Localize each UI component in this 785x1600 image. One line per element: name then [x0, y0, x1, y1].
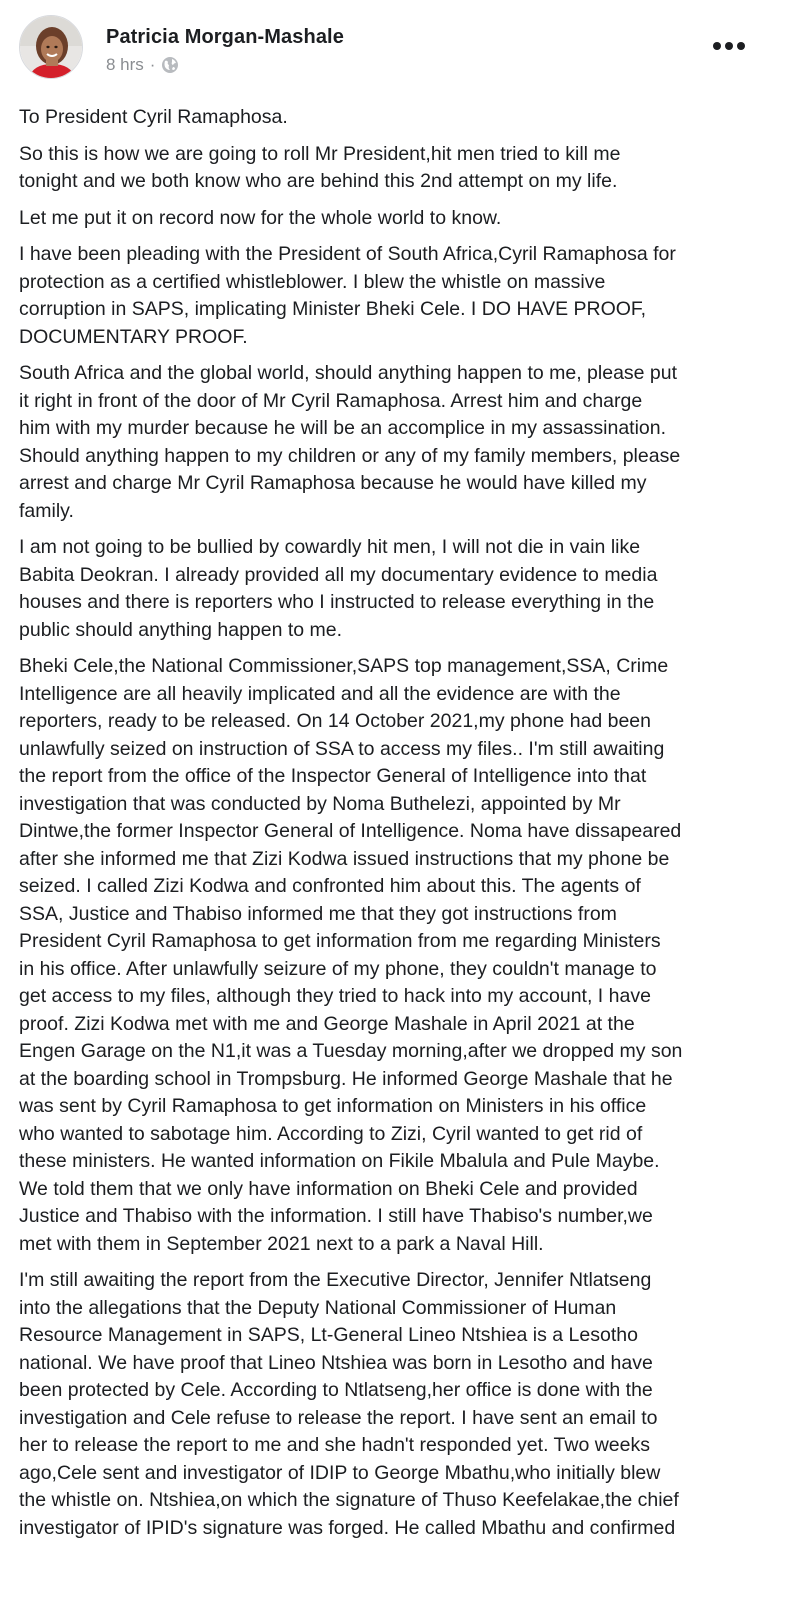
- post-text-line: the whistle on. Ntshiea,on which the signature of Thuso Keefelakae,the chief: [19, 1489, 679, 1511]
- post-text-line: Resource Management in SAPS, Lt-General Lineo Ntshiea is a Lesotho: [19, 1324, 638, 1346]
- post-text-line: at the boarding school in Trompsburg. He informed George Mashale that he: [19, 1067, 673, 1090]
- post-text-line: met with them in September 2021 next to a park a Naval Hill.: [19, 1232, 544, 1255]
- post-text-line: tonight and we both know who are behind this 2nd attempt on my life.: [19, 170, 618, 192]
- post-text-line: family.: [19, 499, 74, 522]
- post-text-line: after she informed me that Zizi Kodwa issued instructions that my phone be: [19, 847, 670, 870]
- post-text-line: national. We have proof that Lineo Ntshiea was born in Lesotho and have: [19, 1351, 653, 1374]
- post-text-line: Justice and Thabiso with the information. I still have Thabiso's number,we: [19, 1205, 653, 1227]
- avatar[interactable]: [19, 15, 83, 79]
- post-text-line: Engen Garage on the N1,it was a Tuesday morning,after we dropped my son: [19, 1040, 683, 1062]
- post-text-line: DOCUMENTARY PROOF.: [19, 325, 248, 348]
- author-name[interactable]: Patricia Morgan-Mashale: [106, 26, 344, 48]
- post-text-line: corruption in SAPS, implicating Minister Bheki Cele. I DO HAVE PROOF,: [19, 298, 647, 320]
- post-text-line: I am not going to be bullied by cowardly hit men, I will not die in vain like: [19, 536, 641, 558]
- post-text-line: President Cyril Ramaphosa to get information from me regarding Ministers: [19, 930, 661, 952]
- post-text-line: it right in front of the door of Mr Cyril Ramaphosa. Arrest him and charge: [19, 389, 643, 412]
- post-text-line: houses and there is reporters who I instructed to release everything in the: [19, 591, 655, 613]
- post-text-line: proof. Zizi Kodwa met with me and George Mashale in April 2021 at the: [19, 1012, 635, 1035]
- post-text-line: who wanted to sabotage him. According to Zizi, Cyril wanted to get rid of: [19, 1122, 643, 1145]
- post-header: [0, 0, 785, 100]
- post-time[interactable]: 8 hrs: [106, 55, 144, 74]
- post-text-line: into the allegations that the Deputy National Commissioner of Human: [19, 1296, 617, 1319]
- more-horizontal-icon: [713, 42, 721, 50]
- post-paragraph: [19, 653, 774, 1258]
- avatar-photo-icon: [20, 16, 83, 79]
- post-text-line: South Africa and the global world, should anything happen to me, please put: [19, 362, 678, 384]
- post-text-line: reporters, ready to be released. On 14 October 2021,my phone had been: [19, 710, 651, 732]
- globe-icon[interactable]: [161, 56, 179, 74]
- post-text-line: I have been pleading with the President of South Africa,Cyril Ramaphosa for: [19, 243, 676, 265]
- post-text-line: To President Cyril Ramaphosa.: [19, 106, 288, 128]
- post-paragraph: [19, 360, 774, 525]
- post-text-line: seized. I called Zizi Kodwa and confronted him about this. The agents of: [19, 875, 641, 897]
- post-text-line: investigator of IPID's signature was forged. He called Mbathu and confirmed: [19, 1516, 676, 1539]
- post-text-line: protection as a certified whistleblower. I blew the whistle on massive: [19, 270, 606, 293]
- post-paragraph: [19, 1267, 774, 1542]
- post-text-line: Intelligence are all heavily implicated and all the evidence are with the: [19, 682, 621, 705]
- post-text-line: these ministers. He wanted information on Fikile Mbalula and Pule Maybe.: [19, 1150, 660, 1172]
- post-paragraph: [19, 104, 774, 132]
- post-paragraph: [19, 205, 774, 233]
- post-text-line: Bheki Cele,the National Commissioner,SAPS top management,SSA, Crime: [19, 655, 669, 677]
- post-text-line: Let me put it on record now for the whole world to know.: [19, 206, 502, 229]
- post-text-line: get access to my files, although they tried to hack into my account, I have: [19, 985, 651, 1007]
- post-text-line: public should anything happen to me.: [19, 618, 343, 641]
- post-text-line: unlawfully seized on instruction of SSA to access my files.. I'm still awaiting: [19, 737, 665, 760]
- post-text-line: We told them that we only have information on Bheki Cele and provided: [19, 1177, 638, 1200]
- meta-separator: ·: [149, 55, 156, 74]
- post-text-line: in his office. After unlawfully seizure of my phone, they couldn't manage to: [19, 957, 657, 980]
- post-text-line: Should anything happen to my children or any of my family members, please: [19, 444, 681, 467]
- post-text-line: him with my murder because he will be an accomplice in my assassination.: [19, 417, 667, 439]
- post-paragraph: [19, 241, 774, 351]
- post-paragraph: [19, 141, 774, 196]
- post-text-line: been protected by Cele. According to Ntlatseng,her office is done with the: [19, 1379, 653, 1401]
- post-text-line: arrest and charge Mr Cyril Ramaphosa because he would have killed my: [19, 472, 647, 494]
- more-options-button[interactable]: [709, 35, 749, 57]
- post-text-line: Dintwe,the former Inspector General of Intelligence. Noma have dissapeared: [19, 820, 682, 842]
- post-text-line: SSA, Justice and Thabiso informed me that they got instructions from: [19, 902, 617, 925]
- post-text-line: investigation that was conducted by Noma Buthelezi, appointed by Mr: [19, 792, 621, 815]
- post-paragraph: [19, 534, 774, 644]
- post-meta: [106, 54, 179, 76]
- post-text-line: Babita Deokran. I already provided all my documentary evidence to media: [19, 563, 658, 586]
- post-text-line: was sent by Cyril Ramaphosa to get information on Ministers in his office: [19, 1095, 647, 1117]
- post-text-line: investigation and Cele refuse to release the report. I have sent an email to: [19, 1406, 658, 1429]
- more-horizontal-icon: [737, 42, 745, 50]
- post-text-line: the report from the office of the Inspector General of Intelligence into that: [19, 765, 647, 787]
- post-text-line: So this is how we are going to roll Mr President,hit men tried to kill me: [19, 142, 621, 165]
- more-horizontal-icon: [725, 42, 733, 50]
- post-text-line: ago,Cele sent and investigator of IDIP to George Mbathu,who initially blew: [19, 1461, 661, 1484]
- post-body: [19, 104, 774, 1551]
- post-text-line: I'm still awaiting the report from the Executive Director, Jennifer Ntlatseng: [19, 1269, 652, 1291]
- post-text-line: her to release the report to me and she hadn't responded yet. Two weeks: [19, 1434, 650, 1456]
